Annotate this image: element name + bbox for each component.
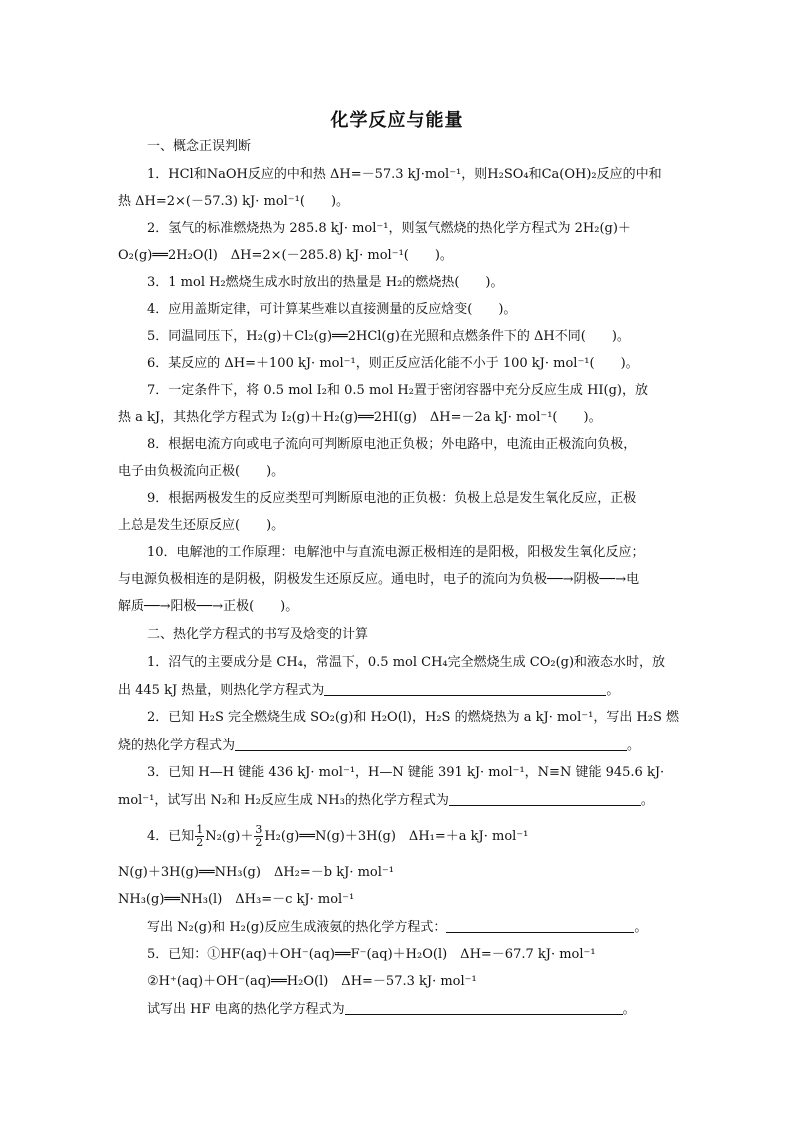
page-title: 化学反应与能量 [330, 110, 464, 131]
q4-line [147, 918, 647, 937]
q2-text: 烧的热化学方程式为 [118, 738, 236, 753]
q5-line: 5．已知：①HF(aq)＋OH⁻(aq)══F⁻(aq)＋H₂O(l) ΔH=－67.7 kJ· mol⁻¹ [147, 947, 596, 962]
q1-line [118, 681, 619, 700]
end-mark: 。 [622, 1002, 636, 1017]
q4-line: N(g)＋3H(g)══NH₃(g) ΔH₂=－b kJ· mol⁻¹ [118, 865, 394, 880]
end-mark: 。 [640, 793, 654, 808]
q5-text: 试写出 HF 电离的热化学方程式为 [147, 1002, 345, 1017]
q3-line: 3．已知 H—H 键能 436 kJ· mol⁻¹，H—N 键能 391 kJ· mol⁻¹，N≡N 键能 945.6 kJ· [147, 765, 665, 780]
q1-answer-blank[interactable] [324, 681, 606, 696]
s1-line: 热 ΔH=2×(－57.3) kJ· mol⁻¹( )。 [118, 194, 350, 209]
s1-line: 1．HCl和NaOH反应的中和热 ΔH=－57.3 kJ·mol⁻¹，则H₂SO₄和Ca(OH)₂反应的中和 [147, 167, 662, 182]
q1-line: 1．沼气的主要成分是 CH₄，常温下，0.5 mol CH₄完全燃烧生成 CO₂(g)和液态水时，放 [147, 655, 666, 670]
q4-answer-blank[interactable] [446, 918, 634, 933]
s1-line: O₂(g)══2H₂O(l) ΔH=2×(－285.8) kJ· mol⁻¹( )。 [118, 248, 453, 263]
end-mark: 。 [606, 683, 620, 698]
q4-pre: 4．已知 [147, 829, 195, 844]
s1-line: 上总是发生还原反应( )。 [118, 518, 285, 533]
q5-line: ②H⁺(aq)＋OH⁻(aq)══H₂O(l) ΔH=－57.3 kJ· mol⁻¹ [147, 974, 477, 989]
s1-line: 10．电解池的工作原理：电解池中与直流电源正极相连的是阳极，阳极发生氧化反应； [147, 545, 645, 560]
q4-mid: N₂(g)＋ [205, 829, 254, 844]
fraction-one-half [195, 824, 204, 849]
s1-line: 4．应用盖斯定律，可计算某些难以直接测量的反应焓变( )。 [147, 302, 517, 317]
q3-answer-blank[interactable] [449, 791, 641, 806]
s1-line: 解质──→阳极──→正极( )。 [118, 599, 299, 614]
q2-line: 2．已知 H₂S 完全燃烧生成 SO₂(g)和 H₂O(l)，H₂S 的燃烧热为 a kJ· mol⁻¹，写出 H₂S 燃 [147, 710, 680, 725]
section2-heading: 二、热化学方程式的书写及焓变的计算 [147, 627, 369, 642]
fraction-denominator: 2 [196, 836, 204, 849]
s1-line: 与电源负极相连的是阴极，阴极发生还原反应。通电时，电子的流向为负极──→阴极──→电 [118, 572, 640, 587]
s1-line: 2．氢气的标准燃烧热为 285.8 kJ· mol⁻¹，则氢气燃烧的热化学方程式为 2H₂(g)＋ [147, 221, 631, 236]
fraction-numerator: 1 [196, 823, 204, 836]
q5-answer-blank[interactable] [345, 1000, 623, 1015]
q3-line [118, 791, 654, 810]
s1-line: 电子由负极流向正极( )。 [118, 464, 285, 479]
q1-text: 出 445 kJ 热量，则热化学方程式为 [118, 683, 325, 698]
s1-line: 8．根据电流方向或电子流向可判断原电池正负极；外电路中，电流由正极流向负极， [147, 437, 637, 452]
fraction-three-halves [254, 824, 263, 849]
s1-line: 9．根据两极发生的反应类型可判断原电池的正负极：负极上总是发生氧化反应，正极 [147, 491, 637, 506]
end-mark: 。 [634, 920, 648, 935]
s1-line: 热 a kJ，其热化学方程式为 I₂(g)＋H₂(g)══2HI(g) ΔH=－2a kJ· mol⁻¹( )。 [118, 410, 602, 425]
q4-text: 写出 N₂(g)和 H₂(g)反应生成液氨的热化学方程式： [147, 920, 447, 935]
q4-line [147, 822, 528, 852]
q5-line [147, 1000, 636, 1019]
q4-post: H₂(g)══N(g)＋3H(g) ΔH₁=＋a kJ· mol⁻¹ [264, 829, 529, 844]
q4-line: NH₃(g)══NH₃(l) ΔH₃=－c kJ· mol⁻¹ [118, 892, 355, 907]
s1-line: 6．某反应的 ΔH=＋100 kJ· mol⁻¹，则正反应活化能不小于 100 kJ· mol⁻¹( )。 [147, 356, 639, 371]
fraction-numerator: 3 [255, 823, 263, 836]
s1-line: 5．同温同压下，H₂(g)＋Cl₂(g)══2HCl(g)在光照和点燃条件下的 ΔH不同( )。 [147, 329, 630, 344]
q2-line [118, 736, 640, 755]
end-mark: 。 [627, 738, 641, 753]
q2-answer-blank[interactable] [235, 736, 627, 751]
s1-line: 3．1 mol H₂燃烧生成水时放出的热量是 H₂的燃烧热( )。 [147, 275, 504, 290]
section1-heading: 一、概念正误判断 [147, 139, 252, 154]
fraction-denominator: 2 [255, 836, 263, 849]
q3-text: mol⁻¹，试写出 N₂和 H₂反应生成 NH₃的热化学方程式为 [118, 793, 449, 808]
s1-line: 7．一定条件下，将 0.5 mol I₂和 0.5 mol H₂置于密闭容器中充分反应生成 HI(g)，放 [147, 383, 649, 398]
